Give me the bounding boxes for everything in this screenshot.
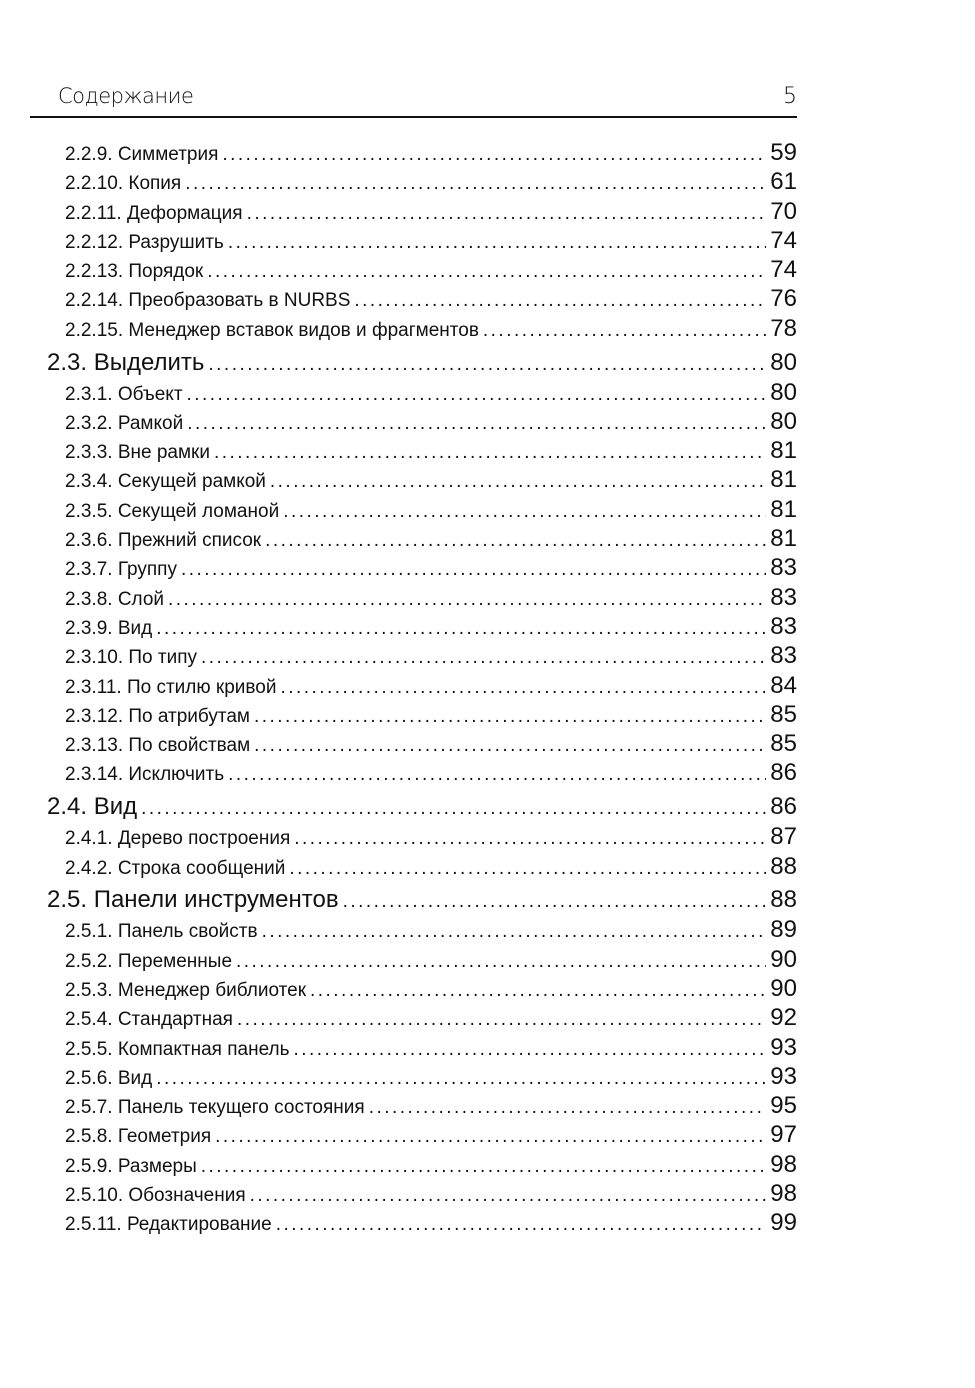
toc-entry-page: 74 [770,256,797,284]
toc-entry [0,554,797,583]
dot-leader [222,144,766,166]
toc-entry-page: 78 [770,314,797,342]
toc-entry-page: 81 [770,466,797,494]
header-page-number: 5 [783,84,797,109]
toc-entry [0,1209,797,1238]
toc-entry [0,198,797,227]
toc-entry-title: 2.3.9. Вид [65,617,153,639]
dot-leader [141,798,766,820]
toc-entry [0,642,797,671]
toc-entry-title: 2.5.11. Редактирование [65,1214,272,1236]
toc-entry [0,168,797,197]
dot-leader [207,261,766,283]
toc-entry-title: 2.3.7. Группу [65,559,177,581]
toc-entry-title: 2.3. Выделить [47,348,205,376]
toc-entry-title: 2.5.4. Стандартная [65,1009,233,1031]
toc-entry-title: 2.3.3. Вне рамки [65,442,210,464]
toc-entry-page: 93 [770,1062,797,1090]
toc-entry [0,1004,797,1033]
dot-leader [208,354,766,376]
toc-entry-title: 2.5.2. Переменные [65,950,233,972]
toc-entry [0,613,797,642]
dot-leader [483,320,766,342]
toc-entry-page: 83 [770,612,797,640]
dot-leader [187,384,767,406]
toc-entry-page: 98 [770,1180,797,1207]
dot-leader [289,858,766,880]
dot-leader [310,980,766,1002]
toc-entry-page: 83 [770,554,797,582]
toc-entry-page: 59 [770,139,797,166]
toc-entry-title: 2.3.12. По атрибутам [65,705,250,727]
toc-section-entry [0,349,797,379]
toc-entry-title: 2.2.11. Деформация [65,202,243,224]
toc-entry-page: 86 [770,793,797,821]
dot-leader [254,735,766,757]
toc-entry-page: 81 [770,437,797,465]
toc-entry [0,1151,797,1180]
toc-entry [0,672,797,701]
dot-leader [294,1039,767,1061]
toc-entry [0,701,797,730]
toc-section-entry [0,793,797,823]
dot-leader [156,618,766,640]
toc-entry-title: 2.5.10. Обозначения [65,1185,246,1206]
dot-leader [228,764,766,786]
toc-entry-title: 2.2.9. Симметрия [65,144,219,165]
toc-entry [0,379,797,408]
dot-leader [214,442,766,464]
toc-entry [0,285,797,314]
toc-entry-title: 2.2.12. Разрушить [65,231,224,253]
toc-entry-title: 2.2.13. Порядок [65,261,204,283]
dot-leader [294,828,766,850]
toc-entry-page: 80 [770,407,797,435]
toc-entry [0,916,797,945]
toc-entry-page: 80 [770,378,797,406]
dot-leader [215,1126,766,1148]
dot-leader [228,232,766,254]
toc-entry [0,730,797,759]
toc-entry-title: 2.3.4. Секущей рамкой [65,471,266,493]
toc-section-entry [0,886,797,916]
toc-entry-page: 92 [770,1004,797,1032]
dot-leader [250,1185,767,1207]
toc-entry-title: 2.5.9. Размеры [65,1155,197,1177]
toc-entry-page: 88 [770,886,797,914]
toc-entry-title: 2.5.6. Вид [65,1067,153,1089]
dot-leader [236,951,766,973]
toc-entry [0,946,797,975]
toc-entry-title: 2.5. Панели инструментов [47,886,339,914]
toc-entry-title: 2.5.1. Панель свойств [65,921,258,943]
toc-entry-title: 2.3.11. По стилю кривой [65,676,277,698]
toc-entry [0,584,797,613]
dot-leader [168,589,766,611]
toc-entry-title: 2.5.8. Геометрия [65,1126,212,1148]
toc-entry-page: 86 [770,759,797,787]
dot-leader [201,1156,767,1178]
toc-entry-title: 2.5.7. Панель текущего состояния [65,1097,365,1119]
toc-entry-title: 2.4.1. Дерево построения [65,828,291,850]
dot-leader [187,413,766,435]
toc-entry-title: 2.3.10. По типу [65,647,197,669]
toc-entry-page: 93 [770,1033,797,1061]
toc-entry-title: 2.4. Вид [47,793,138,821]
dot-leader [343,891,767,913]
table-of-contents [0,139,797,1239]
toc-entry-title: 2.4.2. Строка сообщений [65,857,286,879]
toc-entry [0,466,797,495]
toc-entry-page: 80 [770,348,797,376]
toc-entry-page: 85 [770,730,797,758]
toc-entry [0,139,797,168]
toc-entry-page: 99 [770,1209,797,1237]
toc-entry [0,256,797,285]
dot-leader [201,647,766,669]
dot-leader [185,173,766,195]
toc-entry-page: 95 [770,1092,797,1120]
toc-entry-page: 83 [770,583,797,611]
toc-entry [0,1180,797,1209]
toc-entry-page: 87 [770,823,797,851]
toc-entry-page: 85 [770,700,797,728]
toc-entry [0,227,797,256]
toc-entry [0,496,797,525]
toc-entry [0,823,797,852]
dot-leader [280,677,766,699]
toc-entry [0,853,797,882]
toc-entry-page: 83 [770,642,797,670]
toc-entry [0,525,797,554]
toc-entry-page: 98 [770,1150,797,1178]
toc-entry-title: 2.3.14. Исключить [65,764,225,786]
toc-entry-page: 97 [770,1121,797,1149]
toc-entry-title: 2.2.10. Копия [65,173,182,195]
toc-entry-page: 89 [770,916,797,944]
header-title: Содержание [58,84,194,108]
dot-leader [283,501,766,523]
toc-entry [0,1034,797,1063]
toc-entry-title: 2.3.13. По свойствам [65,735,251,757]
toc-entry-title: 2.2.15. Менеджер вставок видов и фрагментов [65,319,479,341]
toc-entry [0,1121,797,1150]
toc-entry-title: 2.3.6. Прежний список [65,530,262,552]
toc-entry [0,408,797,437]
dot-leader [369,1097,767,1119]
toc-entry-title: 2.5.5. Компактная панель [65,1038,290,1060]
toc-entry-page: 88 [770,852,797,880]
toc-entry [0,1092,797,1121]
header-rule [30,116,797,118]
dot-leader [247,203,767,225]
toc-entry-title: 2.3.2. Рамкой [65,412,184,434]
toc-entry-page: 61 [770,168,797,196]
dot-leader [354,290,766,312]
toc-entry-title: 2.3.8. Слой [65,588,165,610]
toc-entry-title: 2.3.1. Объект [65,383,183,405]
toc-entry [0,759,797,788]
toc-entry-page: 81 [770,495,797,523]
toc-entry-page: 90 [770,945,797,973]
toc-entry-page: 81 [770,525,797,553]
dot-leader [276,1214,767,1236]
dot-leader [156,1068,766,1090]
toc-entry-page: 74 [770,226,797,254]
dot-leader [270,471,766,493]
toc-entry [0,1063,797,1092]
toc-entry-page: 90 [770,974,797,1002]
toc-entry-title: 2.3.5. Секущей ломаной [65,500,280,522]
dot-leader [181,559,766,581]
toc-entry [0,437,797,466]
dot-leader [237,1009,766,1031]
toc-entry-title: 2.5.3. Менеджер библиотек [65,979,307,1001]
toc-entry-page: 70 [770,197,797,225]
toc-entry-page: 76 [770,285,797,313]
toc-entry [0,315,797,344]
toc-entry-page: 84 [770,671,797,699]
toc-entry-title: 2.2.14. Преобразовать в NURBS [65,290,351,312]
dot-leader [262,921,767,943]
dot-leader [254,706,766,728]
toc-entry [0,975,797,1004]
dot-leader [265,530,766,552]
